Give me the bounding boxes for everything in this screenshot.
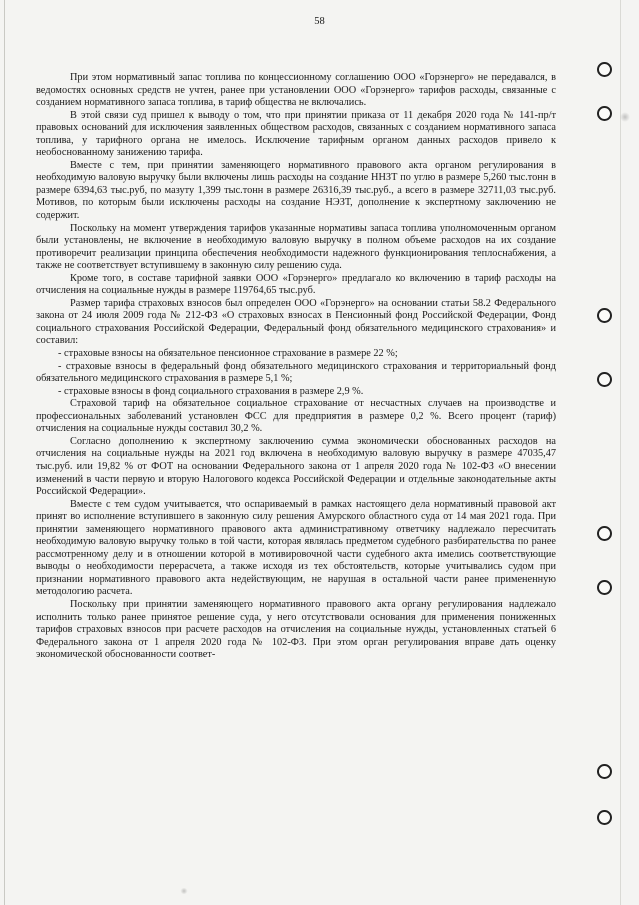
binder-hole-5 <box>597 526 612 541</box>
scan-speck <box>620 112 630 122</box>
paragraph-expert-supplement: Согласно дополнению к экспертному заключению сумма экономически обоснованных расходов на отчисления на социальные нужды на 2021 год включена в необходимую валовую выручку в размере 47035,47 тыс.руб. или 19,82 % от ФОТ на основании Федерального закона от 1 апреля 2020 года № 102-ФЗ «О внесении изменений в части первую и вторую Налогового кодекса Российской Федерации и отдельные законодательные акты Российской Федерации». <box>36 435 556 498</box>
scan-right-edge <box>620 0 621 905</box>
paragraph-insurance-rate: Размер тарифа страховых взносов был определен ООО «Горэнерго» на основании статьи 58.2 Федерального закона от 24 июля 2009 года № 212-ФЗ «О страховых взносах в Пенсионный фонд Российской Федерации, Фонд социального страхования Российской Федерации, Федеральный фонд обязательного медицинского страхования» и составил: <box>36 297 556 347</box>
list-item-medical: - страховые взносы в федеральный фонд обязательного медицинского страхования и территориальный фонд обязательного медицинского страхования в размере 5,1 %; <box>36 360 556 385</box>
scan-speck <box>180 888 188 894</box>
paragraph-accident-rate: Страховой тариф на обязательное социальное страхование от несчастных случаев на производстве и профессиональных заболеваний установлен ФСС для предприятия в размере 0,2 %. Всего процент (тариф) отчисления на социальные нужды составил 30,2 %. <box>36 398 556 435</box>
binder-hole-2 <box>597 106 612 121</box>
binder-hole-7 <box>597 764 612 779</box>
scan-left-edge <box>4 0 5 905</box>
paragraph-social-expenses: Кроме того, в составе тарифной заявки ООО «Горэнерго» предлагало ко включению в тариф расходы на отчисления на социальные нужды в размере 119764,65 тыс.руб. <box>36 272 556 297</box>
binder-hole-8 <box>597 810 612 825</box>
binder-hole-1 <box>597 62 612 77</box>
page-number: 58 <box>314 16 325 27</box>
list-item-pension: - страховые взносы на обязательное пенсионное страхование в размере 22 %; <box>58 348 398 360</box>
list-item-social: - страховые взносы в фонд социального страхования в размере 2,9 %. <box>58 385 364 397</box>
paragraph-court-conclusion: В этой связи суд пришел к выводу о том, что при принятии приказа от 11 декабря 2020 года № 141-пр/т правовых оснований для исключения заявленных обществом расходов, связанных с созданием нормативного запаса топлива, у тарифного органа не имелось. Исключение тарифным органом данных расходов привело к необоснованному занижению тарифа. <box>36 109 556 159</box>
paragraph-replacement-act: Вместе с тем, при принятии заменяющего нормативного правового акта органом регулирования в необходимую валовую выручку были включены лишь расходы на создание ННЗТ по углю в размере 5,260 тыс.тонн в размере 6394,63 тыс.руб, по мазуту 1,399 тыс.тонн в размере 26316,39 тыс.руб., а всего в размере 32711,03 тыс.руб. Мотивов, по которым были исключены расходы на создание НЭЗТ, дополнение к экспертному заключению не содержит. <box>36 159 556 222</box>
paragraph-norms-established: Поскольку на момент утверждения тарифов указанные нормативы запаса топлива уполномоченным органом были установлены, не включение в необходимую валовую выручку в полном объеме расходов на их создание противоречит реализации принципа обеспечения необходимости надежного функционирования теплоснабжения, а также не соответствует вступившему в законную силу решению суда. <box>36 222 556 272</box>
binder-hole-6 <box>597 580 612 595</box>
paragraph-regulator-obligation: Поскольку при принятии заменяющего нормативного правового акта органу регулирования надлежало исполнить только ранее принятое решение суда, у него отсутствовали основания для применения пониженных тарифов страховых взносов при расчете расходов на отчисления на социальные нужды, установленных статьей 6 Федерального закона от 1 апреля 2020 года № 102-ФЗ. При этом орган регулирования вправе дать оценку экономической обоснованности соответ- <box>36 598 556 661</box>
binder-hole-3 <box>597 308 612 323</box>
paragraph-court-considers: Вместе с тем судом учитывается, что оспариваемый в рамках настоящего дела нормативный правовой акт принят во исполнение вступившего в законную силу решения Амурского областного суда от 14 мая 2021 года. При принятии заменяющего нормативного правового акта административному ответчику надлежало пересчитать необходимую валовую выручку только в той части, которая являлась предметом судебного разбирательства по ранее рассмотренному делу и в отношении которой в мотивировочной части судебного акта имелись соответствующие выводы о необходимости перерасчета, а также исходя из тех обстоятельств, которые учитывались судом при признании нормативного правового акта недействующим, не нарушая в остальной части ранее примененную методологию расчета. <box>36 498 556 598</box>
binder-hole-4 <box>597 372 612 387</box>
paragraph-fuel-reserve: При этом нормативный запас топлива по концессионному соглашению ООО «Горэнерго» не передавался, в ведомостях основных средств не учтен, ранее при установлении ООО «Горэнерго» тарифов расходы, связанные с созданием нормативного запаса топлива, в тариф общества не включались. <box>36 72 556 109</box>
document-body <box>36 72 556 662</box>
